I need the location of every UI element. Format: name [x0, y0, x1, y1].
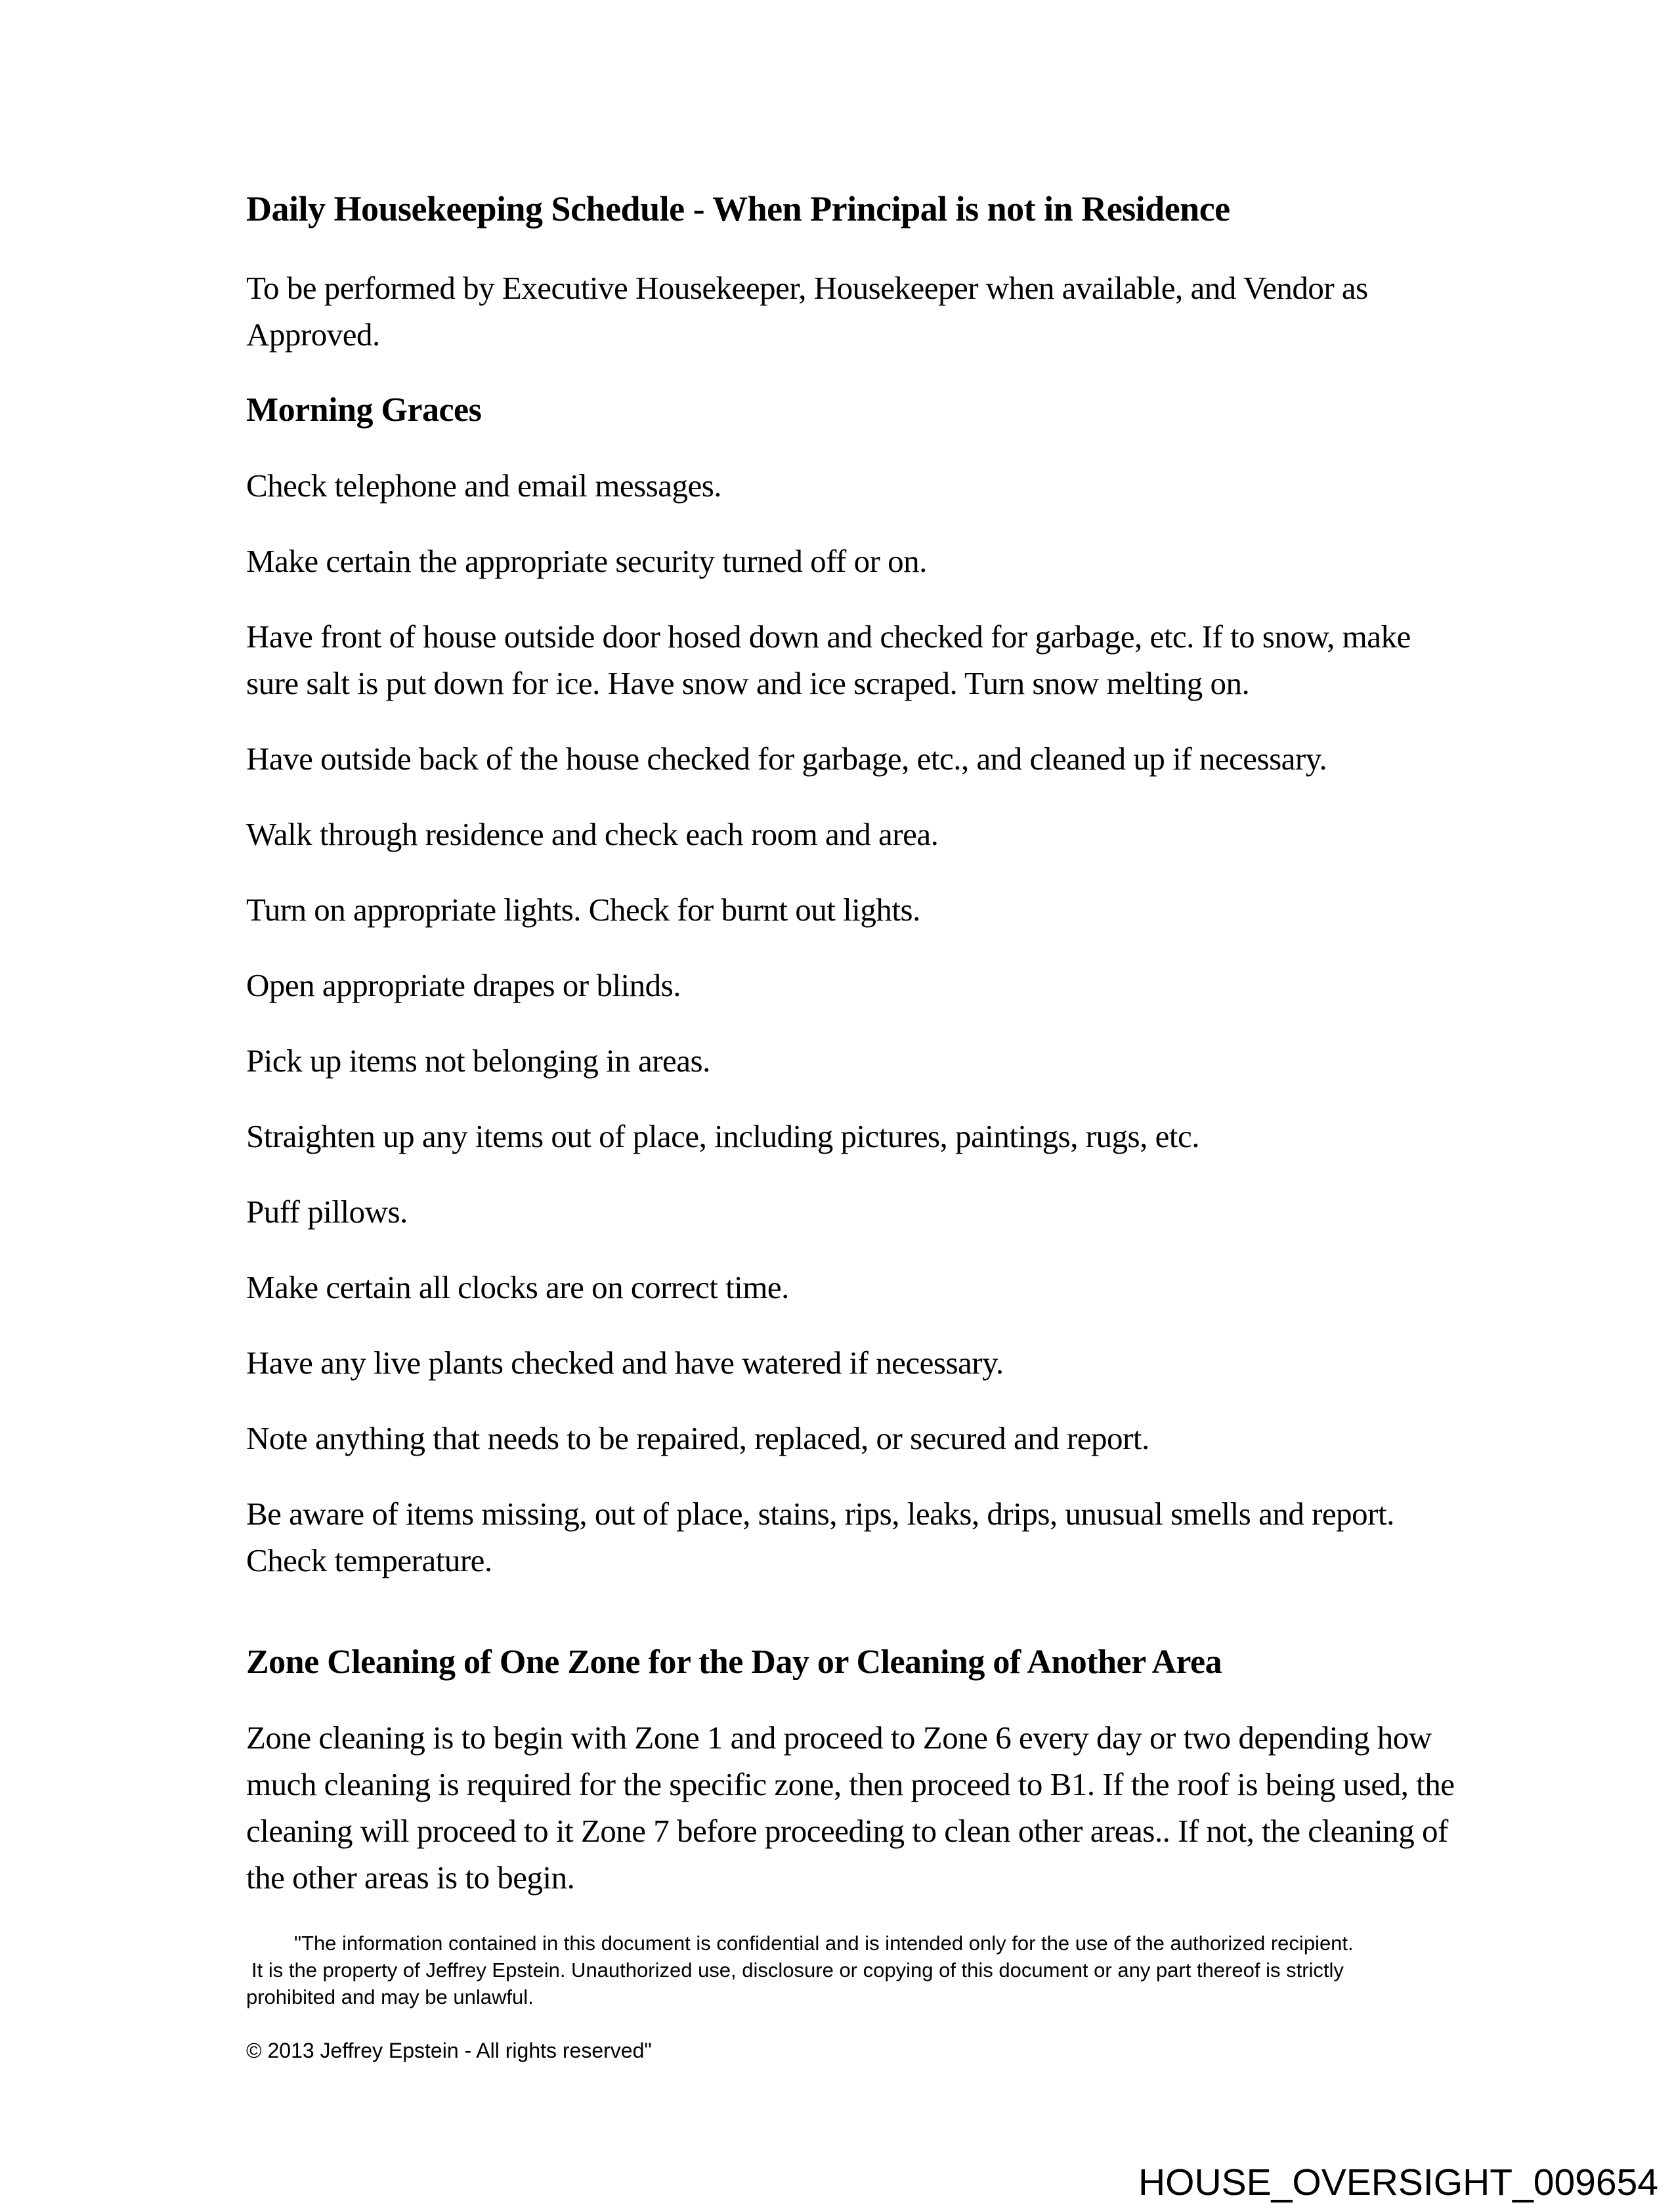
checklist-item: Have outside back of the house checked for garbage, etc., and cleaned up if necessary. [246, 741, 1327, 777]
intro-paragraph: To be performed by Executive Housekeeper, Housekeeper when available, and Vendor as Approved. [246, 270, 1368, 353]
zone-cleaning-paragraph: Zone cleaning is to begin with Zone 1 and proceed to Zone 6 every day or two depending how much cleaning is required for the specific zone, then proceed to B1. If the roof is being used, the cleaning will proceed to it Zone 7 before proceeding to clean other areas.. If not, the cleaning of the other areas is to begin. [246, 1720, 1455, 1896]
confidentiality-line: prohibited and may be unlawful. [246, 1985, 534, 2008]
checklist-item: Pick up items not belonging in areas. [246, 1043, 710, 1079]
confidentiality-notice [246, 1930, 1461, 2010]
document-content [246, 187, 1461, 2064]
checklist-item: Have any live plants checked and have watered if necessary. [246, 1345, 1004, 1381]
checklist-item: Note anything that needs to be repaired, replaced, or secured and report. [246, 1420, 1149, 1456]
checklist-item: Open appropriate drapes or blinds. [246, 967, 681, 1003]
document-title: Daily Housekeeping Schedule - When Principal is not in Residence [246, 189, 1230, 228]
checklist-item: Straighten up any items out of place, including pictures, paintings, rugs, etc. [246, 1118, 1199, 1154]
section-heading-morning-graces: Morning Graces [246, 391, 482, 429]
checklist-item: Check telephone and email messages. [246, 467, 722, 504]
checklist-item: Have front of house outside door hosed down and checked for garbage, etc. If to snow, make sure salt is put down for ice. Have snow and ice scraped. Turn snow melting on. [246, 618, 1411, 701]
section-heading-zone-cleaning: Zone Cleaning of One Zone for the Day or Cleaning of Another Area [246, 1643, 1222, 1681]
bates-stamp: HOUSE_OVERSIGHT_009654 [1138, 2161, 1658, 2203]
checklist-item: Turn on appropriate lights. Check for burnt out lights. [246, 892, 920, 928]
checklist-item: Puff pillows. [246, 1194, 408, 1230]
checklist-item: Make certain all clocks are on correct time. [246, 1269, 789, 1305]
confidentiality-line: "The information contained in this document is confidential and is intended only for the use of the authorized recipient. [294, 1932, 1354, 1955]
checklist-item: Be aware of items missing, out of place, stains, rips, leaks, drips, unusual smells and report. Check temperature. [246, 1496, 1394, 1578]
confidentiality-line: It is the property of Jeffrey Epstein. Unauthorized use, disclosure or copying of this document or any part thereof is strictly [251, 1959, 1344, 1982]
checklist-item: Walk through residence and check each room and area. [246, 816, 939, 852]
checklist-item: Make certain the appropriate security turned off or on. [246, 543, 927, 579]
copyright-line: © 2013 Jeffrey Epstein - All rights reserved" [246, 2039, 652, 2062]
